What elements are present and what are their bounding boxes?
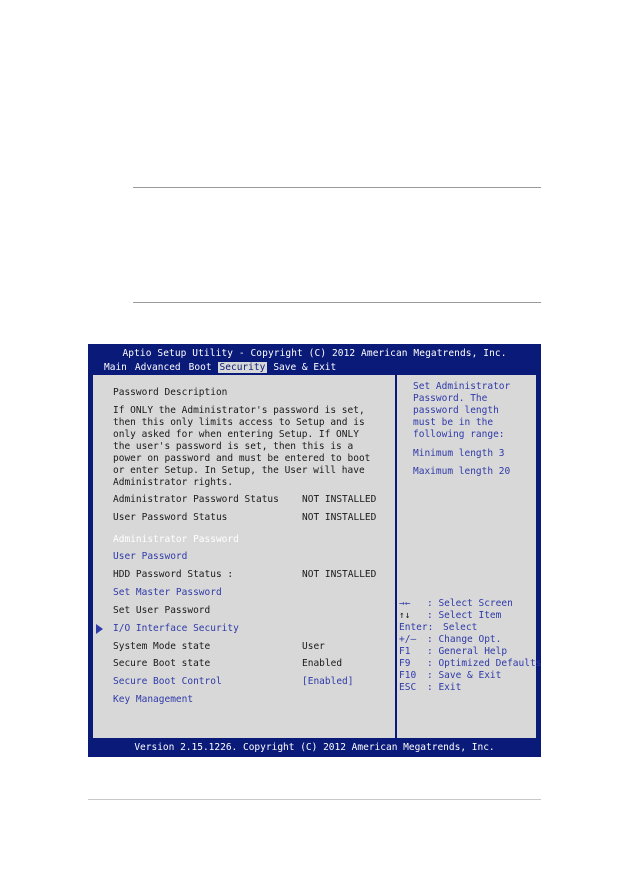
plus-minus-key: +/— bbox=[399, 634, 417, 645]
tab-security[interactable]: Security bbox=[219, 362, 266, 373]
tab-main[interactable]: Main bbox=[104, 362, 127, 373]
help-line: must be in the bbox=[413, 417, 494, 428]
help-line: following range: bbox=[413, 429, 505, 440]
secure-boot-control-item[interactable]: Secure Boot Control bbox=[113, 676, 222, 687]
system-mode-state-value: User bbox=[302, 641, 325, 652]
bottom-rule bbox=[88, 799, 541, 800]
arrows-ud-key: ↑↓ bbox=[399, 610, 411, 621]
secure-boot-state-value: Enabled bbox=[302, 658, 343, 669]
bios-screen bbox=[88, 344, 541, 757]
admin-password-status-label: Administrator Password Status bbox=[113, 494, 279, 505]
middle-rule bbox=[133, 302, 541, 303]
user-password-status-label: User Password Status bbox=[113, 512, 228, 523]
administrator-password-item[interactable]: Administrator Password bbox=[113, 534, 239, 545]
hdd-password-status-label: HDD Password Status : bbox=[113, 569, 234, 580]
f1-key: F1 bbox=[399, 646, 411, 657]
esc-key: ESC bbox=[399, 682, 417, 693]
general-help-desc: : General Help bbox=[427, 646, 508, 657]
set-user-password-item[interactable]: Set User Password bbox=[113, 605, 211, 616]
tab-boot[interactable]: Boot bbox=[188, 362, 212, 373]
description-line: only asked for when entering Setup. If ONLY bbox=[113, 429, 359, 440]
hdd-password-status-value: NOT INSTALLED bbox=[302, 569, 377, 580]
save-exit-desc: : Save & Exit bbox=[427, 670, 502, 681]
set-master-password-item[interactable]: Set Master Password bbox=[113, 587, 222, 598]
user-password-status-value: NOT INSTALLED bbox=[302, 512, 377, 523]
top-rule bbox=[133, 187, 541, 188]
submenu-arrow-icon bbox=[96, 624, 103, 634]
enter-desc: Select bbox=[443, 622, 478, 633]
max-length-text: Maximum length 20 bbox=[413, 466, 511, 477]
security-panel bbox=[91, 373, 542, 740]
exit-desc: : Exit bbox=[427, 682, 462, 693]
system-mode-state-label: System Mode state bbox=[113, 641, 211, 652]
min-length-text: Minimum length 3 bbox=[413, 448, 505, 459]
settings-pane bbox=[93, 375, 397, 738]
description-line: Administrator rights. bbox=[113, 477, 234, 488]
description-line: then this only limits access to Setup and is bbox=[113, 417, 365, 428]
password-description-heading: Password Description bbox=[113, 387, 228, 398]
description-line: the user's password is set, then this is a bbox=[113, 441, 354, 452]
tab-advanced[interactable]: Advanced bbox=[134, 362, 181, 373]
select-screen-desc: : Select Screen bbox=[427, 598, 513, 609]
select-item-desc: : Select Item bbox=[427, 610, 502, 621]
help-pane bbox=[397, 375, 542, 738]
help-line: password length bbox=[413, 405, 499, 416]
optimized-defaults-desc: : Optimized Defaults bbox=[427, 658, 542, 669]
help-line: Password. The bbox=[413, 393, 488, 404]
user-password-item[interactable]: User Password bbox=[113, 551, 188, 562]
description-line: If ONLY the Administrator's password is set, bbox=[113, 405, 365, 416]
description-line: or enter Setup. In Setup, the User will have bbox=[113, 465, 365, 476]
secure-boot-control-value[interactable]: [Enabled] bbox=[302, 676, 354, 687]
change-opt-desc: : Change Opt. bbox=[427, 634, 502, 645]
f10-key: F10 bbox=[399, 670, 417, 681]
help-line: Set Administrator bbox=[413, 381, 511, 392]
arrows-lr-key: →← bbox=[399, 598, 411, 609]
enter-key: Enter: bbox=[399, 622, 434, 633]
admin-password-status-value: NOT INSTALLED bbox=[302, 494, 377, 505]
tab-save-exit[interactable]: Save & Exit bbox=[273, 362, 337, 373]
version-footer: Version 2.15.1226. Copyright (C) 2012 American Megatrends, Inc. bbox=[134, 742, 495, 753]
f9-key: F9 bbox=[399, 658, 411, 669]
secure-boot-state-label: Secure Boot state bbox=[113, 658, 211, 669]
io-interface-security-item[interactable]: I/O Interface Security bbox=[113, 623, 239, 634]
key-management-item[interactable]: Key Management bbox=[113, 694, 194, 705]
bios-title: Aptio Setup Utility - Copyright (C) 2012 American Megatrends, Inc. bbox=[122, 348, 507, 359]
description-line: power on password and must be entered to boot bbox=[113, 453, 371, 464]
